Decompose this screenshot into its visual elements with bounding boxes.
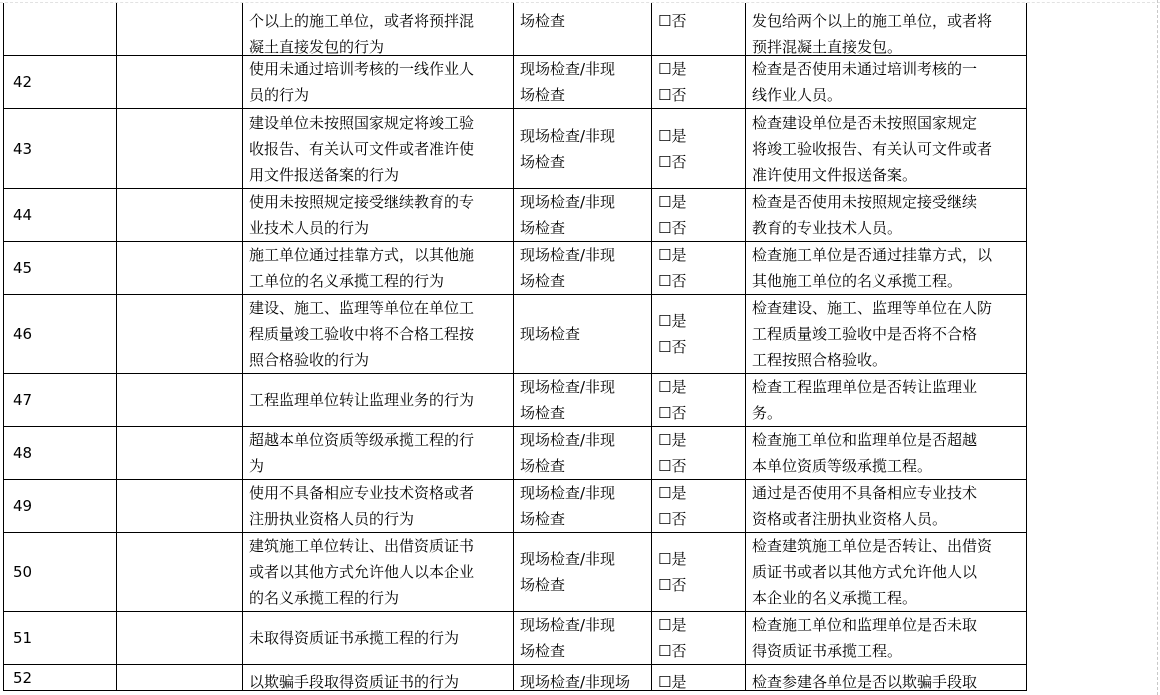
row-number-cell-text: 46: [13, 325, 33, 343]
table-row-rule: [3, 690, 1027, 691]
check-result-cell-text: ☐是 ☐否: [658, 60, 687, 104]
inspection-basis-cell-text: 检查是否使用未按照规定接受继续 教育的专业技术人员。: [752, 193, 978, 237]
check-result-cell-text: ☐否: [658, 12, 687, 30]
inspection-method-cell: [514, 189, 651, 241]
inspection-basis-cell-text: 通过是否使用不具备相应专业技术 资格或者注册执业资格人员。: [752, 484, 978, 528]
inspection-method-cell-text: 现场检查/非现 场检查: [520, 60, 616, 104]
row-number-cell-text: 45: [13, 259, 33, 277]
inspection-method-cell: [514, 533, 651, 611]
inspection-basis-cell-text: 检查建筑施工单位是否转让、出借资 质证书或者以其他方式允许他人以 本企业的名义承揽工程。: [752, 537, 993, 607]
inspection-method-cell-text: 现场检查/非现场: [520, 673, 631, 690]
row-number-cell: [4, 56, 116, 108]
check-result-cell-text: ☐是: [658, 673, 687, 690]
check-result-cell-text: ☐是 ☐否: [658, 312, 687, 356]
check-result-cell[interactable]: [652, 374, 745, 426]
row-number-cell: [4, 295, 116, 373]
check-result-cell[interactable]: [652, 427, 745, 479]
row-number-cell: [4, 374, 116, 426]
row-number-cell: [4, 427, 116, 479]
check-result-cell[interactable]: [652, 56, 745, 108]
row-number-cell-text: 52: [13, 668, 33, 687]
row-number-cell-text: 49: [13, 497, 33, 515]
violation-item-cell: [243, 374, 513, 426]
inspection-basis-cell-text: 检查建设单位是否未按照国家规定 将竣工验收报告、有关认可文件或者 准许使用文件报送备案。: [752, 113, 993, 184]
inspection-method-cell-text: 现场检查/非现 场检查: [520, 431, 616, 475]
inspection-basis-cell: [746, 4, 1026, 55]
violation-item-cell-text: 以欺骗手段取得资质证书的行为: [249, 673, 460, 690]
inspection-basis-cell: [746, 109, 1026, 188]
inspection-method-cell-text: 现场检查: [520, 325, 581, 343]
violation-item-cell-text: 使用未按照规定接受继续教育的专 业技术人员的行为: [249, 193, 475, 237]
violation-item-cell-text: 建设单位未按照国家规定将竣工验 收报告、有关认可文件或者准许使 用文件报送备案的行为: [249, 113, 475, 184]
row-number-cell: [4, 665, 116, 690]
violation-item-cell-text: 超越本单位资质等级承揽工程的行 为: [249, 431, 475, 475]
check-result-cell-text: ☐是 ☐否: [658, 193, 687, 237]
violation-item-cell: [243, 109, 513, 188]
inspection-method-cell-text: 现场检查/非现 场检查: [520, 484, 616, 528]
violation-item-cell: [243, 295, 513, 373]
violation-item-cell: [243, 56, 513, 108]
violation-item-cell-text: 个以上的施工单位，或者将预拌混 凝土直接发包的行为: [249, 12, 475, 55]
check-result-cell-text: ☐是 ☐否: [658, 550, 687, 594]
row-number-cell-text: 47: [13, 391, 33, 409]
inspection-method-cell-text: 现场检查/非现 场检查: [520, 193, 616, 237]
check-result-cell[interactable]: [652, 4, 745, 55]
check-result-cell[interactable]: [652, 189, 745, 241]
check-result-cell[interactable]: [652, 295, 745, 373]
inspection-basis-cell-text: 检查是否使用未通过培训考核的一 线作业人员。: [752, 60, 978, 104]
violation-item-cell: [243, 189, 513, 241]
violation-item-cell: [243, 242, 513, 294]
row-number-cell: [4, 612, 116, 664]
inspection-method-cell-text: 现场检查/非现 场检查: [520, 246, 616, 290]
check-result-cell-text: ☐是 ☐否: [658, 484, 687, 528]
check-result-cell[interactable]: [652, 242, 745, 294]
violation-item-cell-text: 未取得资质证书承揽工程的行为: [249, 629, 460, 647]
violation-item-cell: [243, 665, 513, 690]
inspection-basis-cell: [746, 374, 1026, 426]
inspection-basis-cell: [746, 665, 1026, 690]
row-number-cell: [4, 242, 116, 294]
check-result-cell-text: ☐是 ☐否: [658, 246, 687, 290]
violation-item-cell-text: 施工单位通过挂靠方式，以其他施 工单位的名义承揽工程的行为: [249, 246, 475, 290]
violation-item-cell-text: 使用未通过培训考核的一线作业人 员的行为: [249, 60, 475, 104]
inspection-method-cell: [514, 480, 651, 532]
inspection-basis-cell: [746, 480, 1026, 532]
check-result-cell[interactable]: [652, 533, 745, 611]
check-result-cell-text: ☐是 ☐否: [658, 431, 687, 475]
inspection-basis-cell-text: 检查施工单位和监理单位是否超越 本单位资质等级承揽工程。: [752, 431, 978, 475]
inspection-method-cell-text: 现场检查/非现 场检查: [520, 550, 616, 594]
inspection-basis-cell-text: 检查建设、施工、监理等单位在人防 工程质量竣工验收中是否将不合格 工程按照合格验收。: [752, 299, 993, 369]
inspection-basis-cell: [746, 242, 1026, 294]
check-result-cell-text: ☐是 ☐否: [658, 378, 687, 422]
row-number-cell: [4, 480, 116, 532]
inspection-method-cell: [514, 612, 651, 664]
check-result-cell-text: ☐是 ☐否: [658, 616, 687, 660]
row-number-cell-text: 44: [13, 206, 33, 224]
row-number-cell: [4, 4, 116, 55]
inspection-method-cell: [514, 427, 651, 479]
inspection-basis-cell-text: 发包给两个以上的施工单位，或者将 预拌混凝土直接发包。: [752, 12, 993, 55]
violation-item-cell: [243, 427, 513, 479]
inspection-method-cell: [514, 56, 651, 108]
violation-item-cell-text: 建设、施工、监理等单位在单位工 程质量竣工验收中将不合格工程按 照合格验收的行为: [249, 299, 475, 369]
inspection-method-cell: [514, 4, 651, 55]
violation-item-cell: [243, 533, 513, 611]
row-number-cell-text: 42: [13, 73, 33, 91]
inspection-basis-cell-text: 检查参建各单位是否以欺骗手段取: [752, 673, 978, 690]
inspection-method-cell: [514, 374, 651, 426]
inspection-method-cell-text: 场检查: [520, 12, 566, 30]
violation-item-cell: [243, 612, 513, 664]
inspection-basis-cell: [746, 189, 1026, 241]
check-result-cell[interactable]: [652, 612, 745, 664]
table-column-rule: [1026, 3, 1027, 691]
inspection-method-cell: [514, 109, 651, 188]
inspection-basis-cell: [746, 295, 1026, 373]
violation-item-cell-text: 建筑施工单位转让、出借资质证书 或者以其他方式允许他人以本企业 的名义承揽工程的行为: [249, 537, 475, 607]
row-number-cell: [4, 533, 116, 611]
row-number-cell: [4, 189, 116, 241]
violation-item-cell-text: 工程监理单位转让监理业务的行为: [249, 391, 475, 409]
inspection-basis-cell: [746, 56, 1026, 108]
row-number-cell-text: 48: [13, 444, 33, 462]
inspection-method-cell: [514, 295, 651, 373]
inspection-method-cell: [514, 242, 651, 294]
inspection-basis-cell-text: 检查施工单位是否通过挂靠方式，以 其他施工单位的名义承揽工程。: [752, 246, 993, 290]
inspection-method-cell-text: 现场检查/非现 场检查: [520, 378, 616, 422]
check-result-cell[interactable]: [652, 480, 745, 532]
inspection-method-cell-text: 现场检查/非现 场检查: [520, 616, 616, 660]
inspection-basis-cell-text: 检查施工单位和监理单位是否未取 得资质证书承揽工程。: [752, 616, 978, 660]
row-number-cell-text: 43: [13, 139, 33, 158]
row-number-cell: [4, 109, 116, 188]
violation-item-cell-text: 使用不具备相应专业技术资格或者 注册执业资格人员的行为: [249, 484, 475, 528]
check-result-cell[interactable]: [652, 109, 745, 188]
check-result-cell-text: ☐是 ☐否: [658, 126, 687, 171]
violation-item-cell: [243, 4, 513, 55]
inspection-basis-cell: [746, 612, 1026, 664]
table-column-rule: [116, 3, 117, 691]
inspection-basis-cell-text: 检查工程监理单位是否转让监理业 务。: [752, 378, 978, 422]
inspection-method-cell: [514, 665, 651, 690]
inspection-basis-cell: [746, 533, 1026, 611]
row-number-cell-text: 51: [13, 629, 33, 647]
row-number-cell-text: 50: [13, 563, 33, 581]
violation-item-cell: [243, 480, 513, 532]
check-result-cell[interactable]: [652, 665, 745, 690]
inspection-method-cell-text: 现场检查/非现 场检查: [520, 126, 616, 171]
inspection-basis-cell: [746, 427, 1026, 479]
